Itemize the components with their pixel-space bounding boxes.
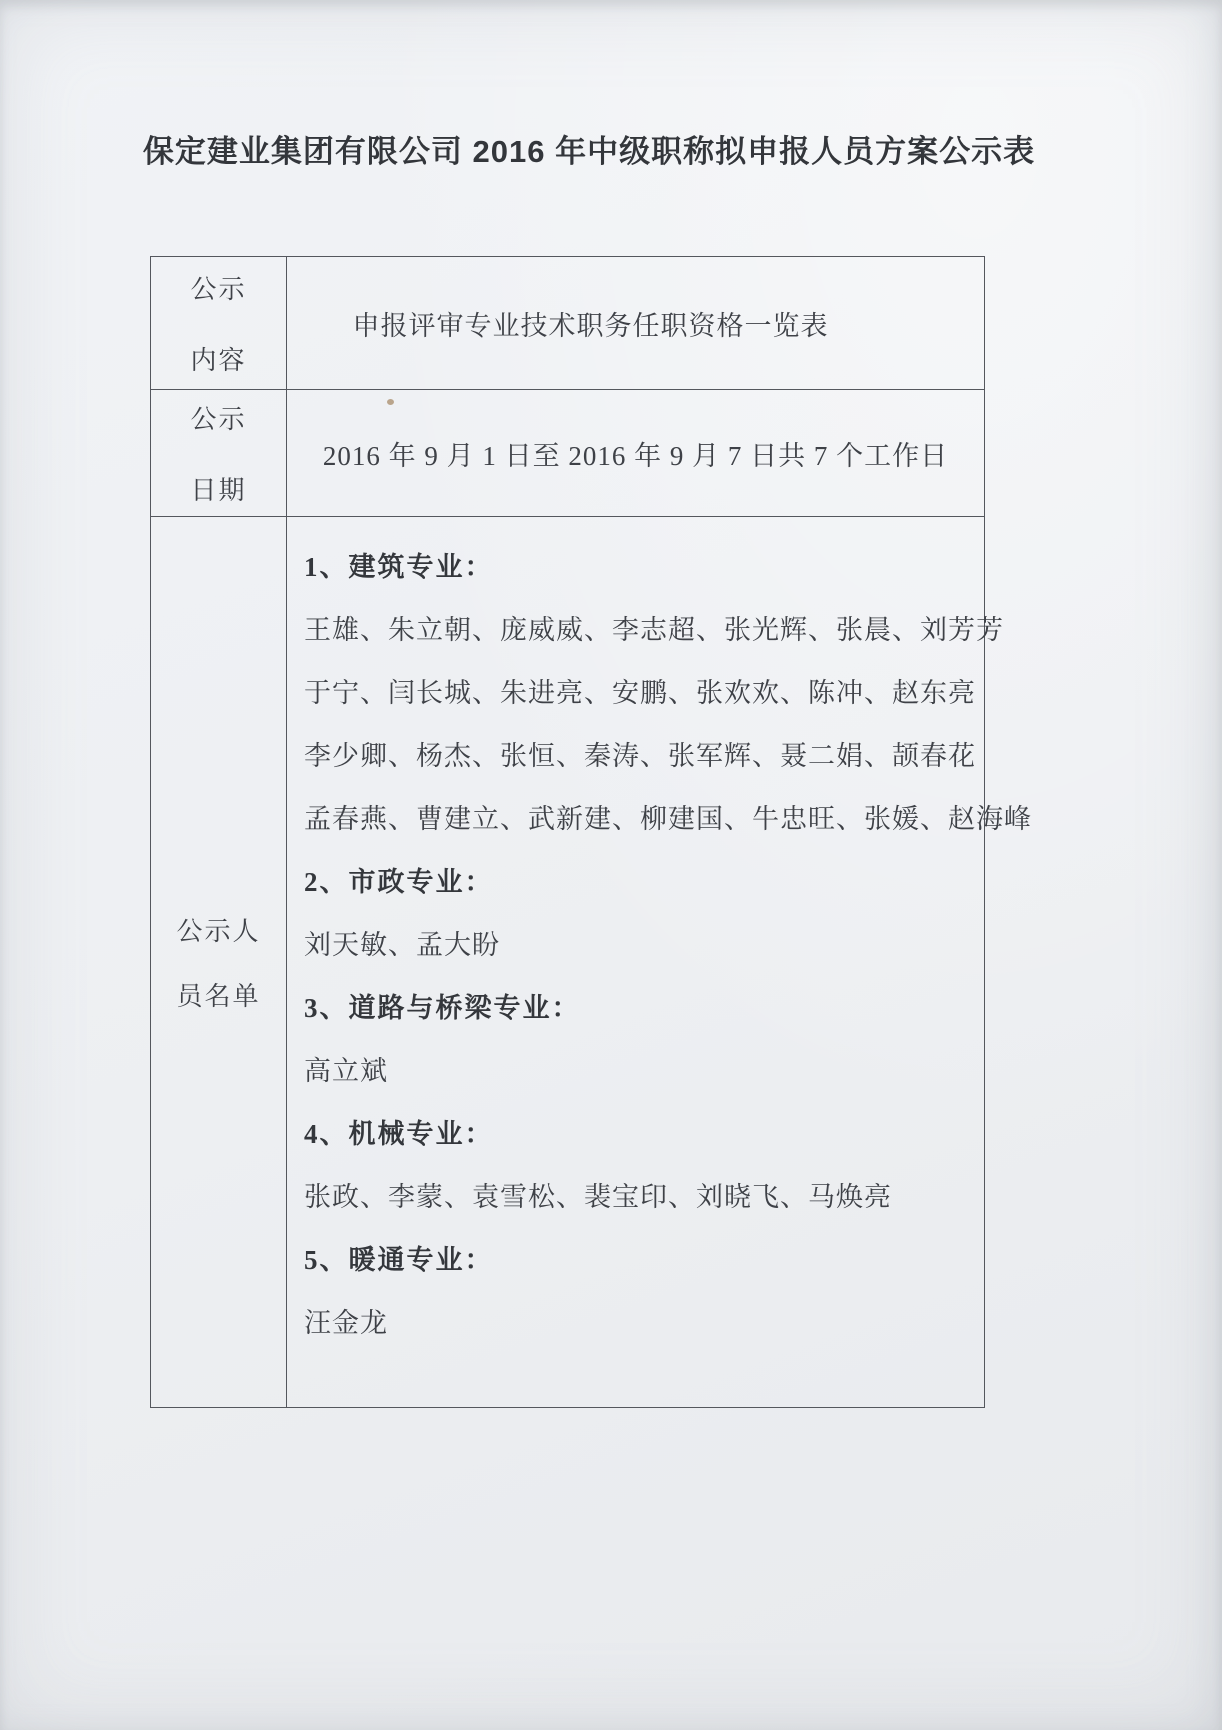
section-heading-hvac: 5、暖通专业：	[304, 1245, 494, 1275]
names-line: 刘天敏、孟大盼	[304, 930, 500, 960]
date-cell-value: 2016 年 9 月 1 日至 2016 年 9 月 7 日共 7 个工作日	[322, 440, 949, 471]
names-line: 高立斌	[304, 1056, 388, 1086]
notice-table	[150, 256, 1032, 1408]
names-line: 汪金龙	[304, 1308, 388, 1338]
row-label-line: 公示人	[176, 917, 261, 946]
personnel-list	[287, 517, 1040, 1407]
document-title: 保定建业集团有限公司 2016 年中级职称拟申报人员方案公示表	[142, 134, 1036, 169]
paper-speck	[387, 399, 394, 405]
section-heading-mechanical: 4、机械专业：	[304, 1119, 494, 1149]
row-label-personnel	[151, 517, 287, 1407]
row-label-line: 公示	[190, 405, 247, 434]
row-label-line: 内容	[190, 346, 247, 375]
names-line: 李少卿、杨杰、张恒、秦涛、张军辉、聂二娟、颉春花	[304, 741, 976, 771]
names-line: 张政、李蒙、袁雪松、裴宝印、刘晓飞、马焕亮	[304, 1182, 892, 1212]
table-row-personnel	[151, 517, 1032, 1407]
table-row-date	[151, 390, 984, 517]
row-label-line: 员名单	[176, 982, 261, 1011]
table-row-content	[151, 257, 984, 390]
row-label-line: 日期	[190, 476, 247, 505]
names-line: 王雄、朱立朝、庞威威、李志超、张光辉、张晨、刘芳芳	[304, 615, 1004, 645]
content-cell-value: 申报评审专业技术职务任职资格一览表	[352, 310, 829, 341]
row-label-line: 公示	[190, 275, 247, 304]
section-heading-municipal: 2、市政专业：	[304, 867, 494, 897]
row-label-content	[151, 257, 287, 389]
names-line: 于宁、闫长城、朱进亮、安鹏、张欢欢、陈冲、赵东亮	[304, 678, 976, 708]
section-heading-road-bridge: 3、道路与桥梁专业：	[304, 993, 581, 1023]
section-heading-architecture: 1、建筑专业：	[304, 552, 494, 582]
names-line: 孟春燕、曹建立、武新建、柳建国、牛忠旺、张媛、赵海峰	[304, 804, 1032, 834]
row-label-date	[151, 390, 287, 516]
